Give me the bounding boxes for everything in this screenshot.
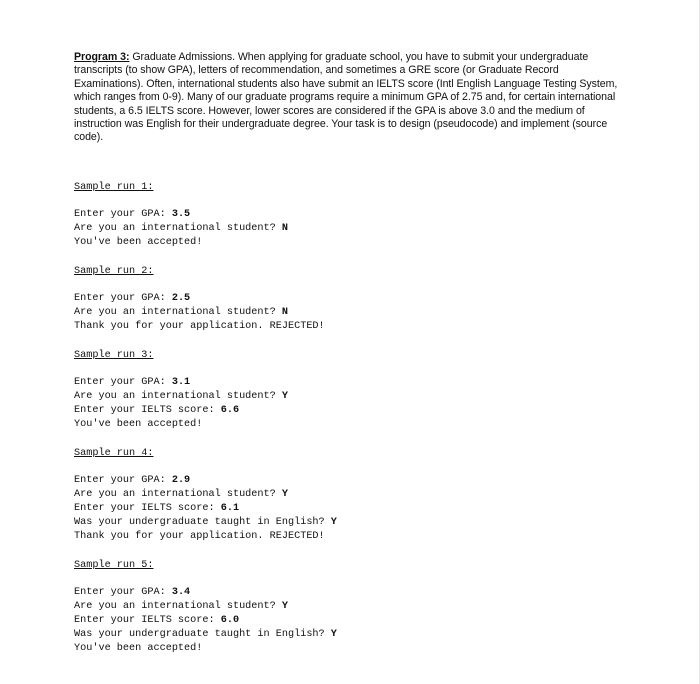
output-line <box>74 376 288 390</box>
result-text: You've been accepted! <box>74 643 203 655</box>
prompt-text: Are you an international student? <box>74 489 282 501</box>
sample-run-output <box>74 292 325 334</box>
sample-run-1 <box>74 181 288 250</box>
output-line <box>74 488 337 502</box>
output-line <box>74 390 288 404</box>
output-line <box>74 642 337 656</box>
output-line <box>74 292 325 306</box>
sample-run-output <box>74 586 337 656</box>
prompt-text: Are you an international student? <box>74 391 282 403</box>
user-input: Y <box>281 489 288 501</box>
output-line <box>74 628 337 642</box>
result-text: Thank you for your application. REJECTED! <box>74 321 325 333</box>
output-line <box>74 306 325 320</box>
sample-run-4 <box>74 447 337 544</box>
user-input: Y <box>330 517 337 529</box>
output-line <box>74 208 288 222</box>
user-input: N <box>281 307 288 319</box>
sample-run-output <box>74 474 337 544</box>
user-input: 3.5 <box>171 209 191 220</box>
user-input: 2.9 <box>171 475 191 486</box>
prompt-text: Enter your IELTS score: <box>74 503 221 515</box>
output-line <box>74 418 288 432</box>
prompt-text: Enter your GPA: <box>74 587 172 598</box>
sample-run-title: Sample run 4: <box>74 448 154 459</box>
prompt-text: Enter your IELTS score: <box>74 405 221 417</box>
problem-text: Graduate Admissions. When applying for graduate school, you have to submit your undergraduate transcripts (to show GPA), letters of recommendation, and sometimes a GRE score (or Graduate Record Examinations). Often, international students also have submit an IELTS score (Intl English Language Testing System, which ranges from 0-9). Many of our graduate programs require a minimum GPA of 2.75 and, for certain international students, a 6.5 IELTS score. However, lower scores are considered if the GPA is above 3.0 and the medium of instruction was English for their undergraduate degree. Your task is to design (pseudocode) and implement (source code). <box>74 51 618 144</box>
output-line <box>74 586 337 600</box>
prompt-text: Are you an international student? <box>74 307 282 319</box>
prompt-text: Enter your GPA: <box>74 377 172 388</box>
output-line <box>74 516 337 530</box>
output-line <box>74 222 288 236</box>
user-input: 6.6 <box>220 405 240 417</box>
sample-run-3 <box>74 349 288 432</box>
sample-run-output <box>74 376 288 432</box>
output-line <box>74 530 337 544</box>
prompt-text: Enter your GPA: <box>74 293 172 304</box>
output-line <box>74 320 325 334</box>
prompt-text: Enter your IELTS score: <box>74 615 221 627</box>
problem-statement <box>74 51 624 145</box>
result-text: You've been accepted! <box>74 419 203 431</box>
prompt-text: Enter your GPA: <box>74 475 172 486</box>
sample-run-title: Sample run 3: <box>74 350 154 361</box>
result-text: You've been accepted! <box>74 237 203 249</box>
program-label: Program 3: <box>74 51 130 63</box>
sample-run-output <box>74 208 288 250</box>
sample-run-title: Sample run 2: <box>74 266 154 277</box>
sample-run-2 <box>74 265 325 334</box>
prompt-text: Was your undergraduate taught in English? <box>74 517 331 529</box>
prompt-text: Enter your GPA: <box>74 209 172 220</box>
user-input: Y <box>330 629 337 641</box>
result-text: Thank you for your application. REJECTED! <box>74 531 325 543</box>
prompt-text: Are you an international student? <box>74 223 282 235</box>
sample-run-title: Sample run 5: <box>74 560 154 571</box>
output-line <box>74 614 337 628</box>
prompt-text: Was your undergraduate taught in English? <box>74 629 331 641</box>
sample-run-5 <box>74 559 337 656</box>
prompt-text: Are you an international student? <box>74 601 282 613</box>
output-line <box>74 474 337 488</box>
user-input: N <box>281 223 288 235</box>
user-input: 3.1 <box>171 377 191 388</box>
user-input: 3.4 <box>171 587 191 598</box>
user-input: 6.1 <box>220 503 240 515</box>
output-line <box>74 236 288 250</box>
document-content <box>74 51 624 655</box>
output-line <box>74 600 337 614</box>
sample-run-title: Sample run 1: <box>74 182 154 193</box>
user-input: Y <box>281 601 288 613</box>
user-input: 6.0 <box>220 615 240 627</box>
output-line <box>74 404 288 418</box>
user-input: 2.5 <box>171 293 191 304</box>
output-line <box>74 502 337 516</box>
user-input: Y <box>281 391 288 403</box>
